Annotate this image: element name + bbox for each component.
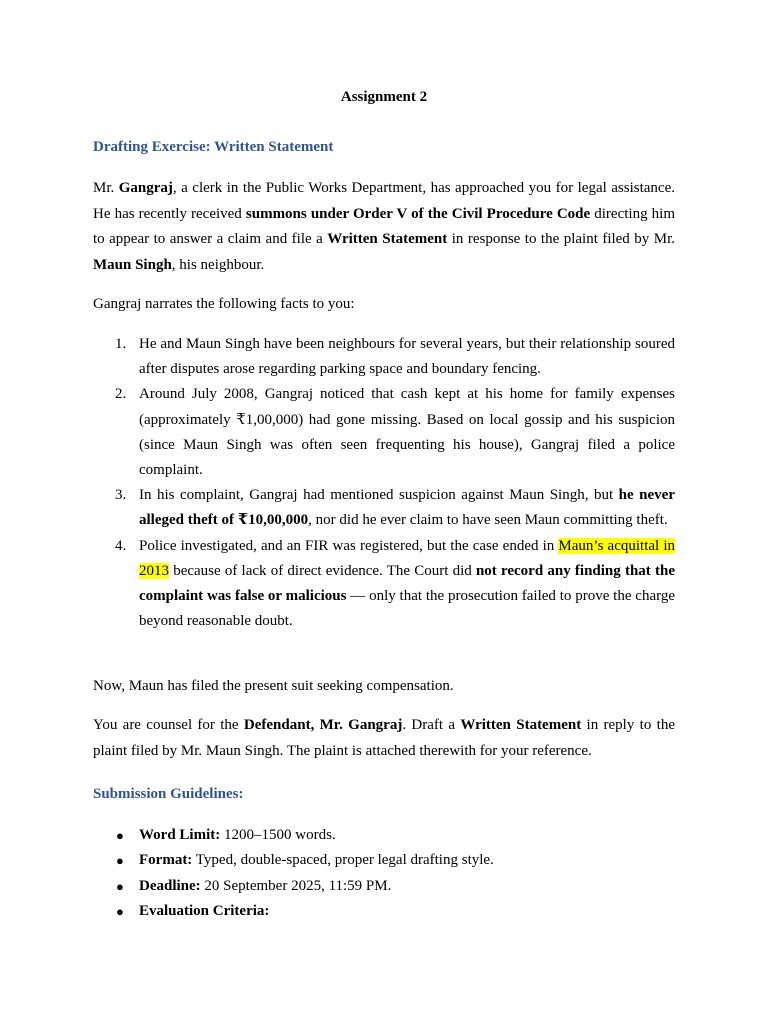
intro-text-1: Mr.	[93, 180, 119, 196]
fact-item-4	[93, 534, 675, 635]
fact-number: 1.	[115, 336, 127, 352]
guidelines-list	[93, 823, 675, 924]
counsel-bold-defendant: Defendant, Mr. Gangraj	[243, 717, 403, 733]
intro-paragraph	[93, 176, 675, 278]
guideline-item-evaluation	[93, 899, 675, 924]
guideline-value: 20 September 2025, 11:59 PM.	[200, 877, 392, 894]
fact-text: He and Maun Singh have been neighbours for several years, but their relationship soured after disputes arose regarding parking space and boundary fencing.	[139, 336, 675, 378]
fact-text: because of lack of direct evidence. The Court did	[169, 562, 476, 579]
bullet-icon: ●	[116, 828, 124, 843]
counsel-bold-written-statement: Written Statement	[460, 717, 582, 733]
bullet-icon: ●	[116, 903, 124, 919]
now-paragraph: Now, Maun has filed the present suit seeking compensation.	[93, 678, 454, 694]
intro-bold-gangraj: Gangraj	[118, 180, 173, 196]
fact-item-1	[93, 332, 675, 382]
intro-bold-written-statement: Written Statement	[327, 231, 448, 247]
counsel-text-2: . Draft a	[402, 717, 461, 733]
fact-text: In his complaint, Gangraj had mentioned suspicion against Maun Singh, but	[139, 487, 619, 504]
fact-bold-text: he never alleged theft of ₹10,00,000	[139, 487, 675, 529]
facts-list	[93, 332, 675, 634]
intro-text-5: , his neighbour.	[171, 256, 265, 273]
fact-item-3	[93, 483, 675, 533]
guideline-item-word-limit	[93, 823, 675, 848]
guideline-label: Word Limit:	[139, 827, 221, 843]
counsel-text-1: You are counsel for the	[93, 717, 244, 733]
guideline-value: Typed, double-spaced, proper legal drafting style.	[192, 852, 494, 869]
intro-text-3: directing him to appear to answer a claim and file a	[93, 205, 675, 247]
narrates-paragraph: Gangraj narrates the following facts to you:	[93, 296, 355, 312]
guideline-item-deadline	[93, 874, 675, 899]
highlighted-text: Maun’s acquittal in 2013	[139, 537, 675, 579]
guideline-item-format	[93, 848, 675, 873]
section-heading-submission: Submission Guidelines:	[93, 786, 244, 802]
fact-text: , nor did he ever claim to have seen Maun committing theft.	[308, 512, 668, 529]
section-heading-drafting: Drafting Exercise: Written Statement	[93, 139, 334, 155]
counsel-paragraph	[93, 713, 675, 764]
intro-text-2: , a clerk in the Public Works Department, has approached you for legal assistance. He has recently received	[93, 180, 675, 222]
guideline-label: Format:	[139, 852, 193, 869]
fact-text: — only that the prosecution failed to prove the charge beyond reasonable doubt.	[139, 588, 675, 630]
counsel-text-3: in reply to the plaint filed by Mr. Maun Singh. The plaint is attached therewith for your reference.	[93, 717, 675, 759]
guideline-label: Evaluation Criteria:	[139, 902, 270, 919]
guideline-label: Deadline:	[139, 877, 201, 894]
intro-bold-summons: summons under Order V of the Civil Procedure Code	[245, 205, 591, 222]
intro-text-4: in response to the plaint filed by Mr.	[447, 231, 675, 247]
fact-text: Around July 2008, Gangraj noticed that cash kept at his home for family expenses (approximately ₹1,00,000) had gone missing. Based on local gossip and his suspicion (since Maun Singh was often seen frequenting his house), Gangraj filed a police complaint.	[139, 386, 675, 479]
bullet-icon: ●	[116, 878, 124, 894]
fact-text: Police investigated, and an FIR was registered, but the case ended in	[139, 537, 559, 554]
guideline-value: 1200–1500 words.	[220, 827, 336, 843]
fact-number: 4.	[115, 537, 127, 554]
fact-bold-text: not record any finding that the complaint was false or malicious	[139, 562, 675, 605]
bullet-icon: ●	[116, 853, 124, 869]
fact-item-2	[93, 382, 675, 483]
fact-number: 2.	[115, 386, 127, 403]
intro-bold-maun-singh: Maun Singh	[93, 256, 172, 273]
document-title: Assignment 2	[340, 89, 428, 105]
fact-number: 3.	[115, 487, 127, 504]
